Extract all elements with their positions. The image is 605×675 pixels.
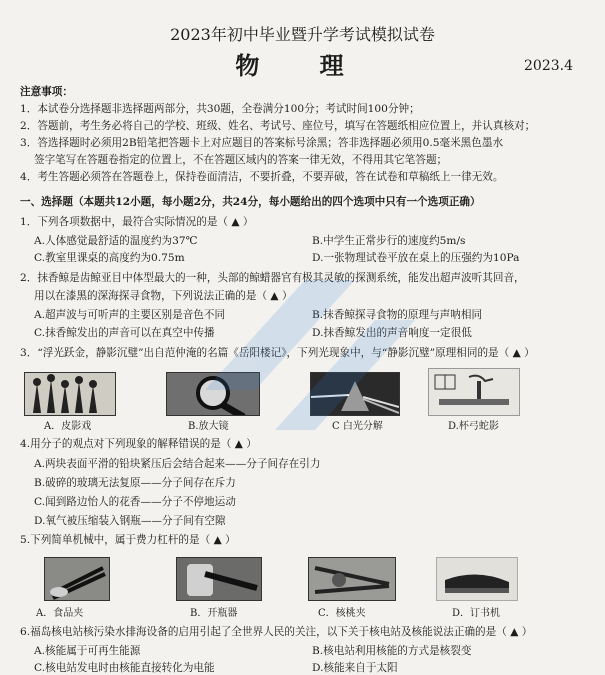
note-4: 4．考生答题必须答在答题卷上，保持卷面清洁，不要折叠，不要弄破，答在试卷和草稿纸上一律无效。 [20, 171, 504, 183]
exam-title: 2023年初中毕业暨升学考试模拟试卷 [170, 25, 435, 44]
cup-snake-image [428, 368, 520, 416]
q4-stem: 4.用分子的观点对下列现象的解释错误的是（ ▲ ） [20, 438, 257, 450]
note-3: 3．答选择题时必须用2B铅笔把答题卡上对应题目的答案标号涂黑；答非选择题必须用0.5毫米黑色墨水 [20, 137, 504, 149]
q1-option-b: B.中学生正常步行的速度约5m/s [312, 235, 466, 247]
q3-option-c: C 白光分解 [332, 421, 383, 432]
q3-stem: 3．“浮光跃金，静影沉璧”出自范仲淹的名篇《岳阳楼记》，下列光现象中，与“静影沉璧”原理相同的是（ ▲ ） [20, 347, 535, 359]
q5-option-a: A．食品夹 [36, 608, 84, 619]
q6-option-b: B.核电站利用核能的方式是核裂变 [312, 645, 472, 657]
note-3-cont: 签字笔写在答题卷指定的位置上，不在答题区域内的答案一律无效，不得用其它笔答题； [34, 154, 448, 166]
q3-option-a: A．皮影戏 [44, 421, 92, 432]
q1-option-a: A.人体感觉最舒适的温度约为37℃ [34, 235, 198, 247]
q4-option-d: D.氧气被压缩装入钢瓶——分子间有空隙 [34, 515, 226, 527]
q3-option-d: D.杯弓蛇影 [448, 421, 499, 432]
q5-option-c: C．核桃夹 [318, 608, 366, 619]
q4-option-a: A.两块表面平滑的铅块紧压后会结合起来——分子间存在引力 [34, 458, 321, 470]
q2-stem-1: 2．抹香鲸是齿鲸亚目中体型最大的一种，头部的鲸蜡器官有极其灵敏的探测系统，能发出超声波听其回音， [20, 272, 525, 284]
q1-stem: 1．下列各项数据中，最符合实际情况的是（ ▲ ） [20, 216, 254, 228]
note-2: 2．答题前，考生务必将自己的学校、班级、姓名、考试号、座位号，填写在答题纸相应位置上，并认真核对； [20, 120, 536, 132]
q6-stem: 6.福岛核电站核污染水排海设备的启用引起了全世界人民的关注，以下关于核电站及核能说法正确的是（ ▲ ） [20, 626, 533, 638]
q2-option-b: B.抹香鲸探寻食物的原理与声呐相同 [312, 309, 483, 321]
q5-option-b: B．开瓶器 [190, 608, 238, 619]
q6-option-d: D.核能来自于太阳 [312, 662, 398, 674]
q6-option-c: C.核电站发电时由核能直接转化为电能 [34, 662, 215, 674]
stapler-image [436, 557, 518, 601]
q2-option-d: D.抹香鲸发出的声音响度一定很低 [312, 327, 472, 339]
prism-image [310, 372, 400, 416]
q3-option-b: B.放大镜 [188, 421, 229, 432]
notes-heading: 注意事项： [20, 86, 73, 98]
section-heading: 一、选择题（本题共12小题，每小题2分，共24分，每小题给出的四个选项中只有一个选项正确） [20, 196, 481, 208]
bottle-opener-image [176, 557, 262, 601]
note-1: 1．本试卷分选择题非选择题两部分，共30题，全卷满分100分；考试时间100分钟； [20, 103, 420, 115]
q6-option-a: A.核能属于可再生能源 [34, 645, 141, 657]
nutcracker-image [308, 557, 396, 601]
food-tongs-image [44, 557, 110, 601]
q4-option-b: B.破碎的玻璃无法复原——分子间存在斥力 [34, 477, 236, 489]
q2-option-c: C.抹香鲸发出的声音可以在真空中传播 [34, 327, 215, 339]
q1-option-d: D.一张物理试卷平放在桌上的压强约为10Pa [312, 252, 520, 264]
exam-date: 2023.4 [524, 58, 573, 74]
q4-option-c: C.闻到路边怡人的花香——分子不停地运动 [34, 496, 236, 508]
q2-option-a: A.超声波与可听声的主要区别是音色不同 [34, 309, 226, 321]
q5-stem: 5.下列简单机械中，属于费力杠杆的是（ ▲ ） [20, 534, 236, 546]
magnifier-image [166, 372, 260, 416]
q2-stem-2: 用以在漆黑的深海探寻食物，下列说法正确的是（ ▲ ） [34, 290, 293, 302]
subject-title: 物 理 [235, 51, 370, 80]
shadow-play-image [24, 372, 116, 416]
q1-option-c: C.教室里课桌的高度约为0.75m [34, 252, 185, 264]
q5-option-d: D．订书机 [452, 608, 501, 619]
